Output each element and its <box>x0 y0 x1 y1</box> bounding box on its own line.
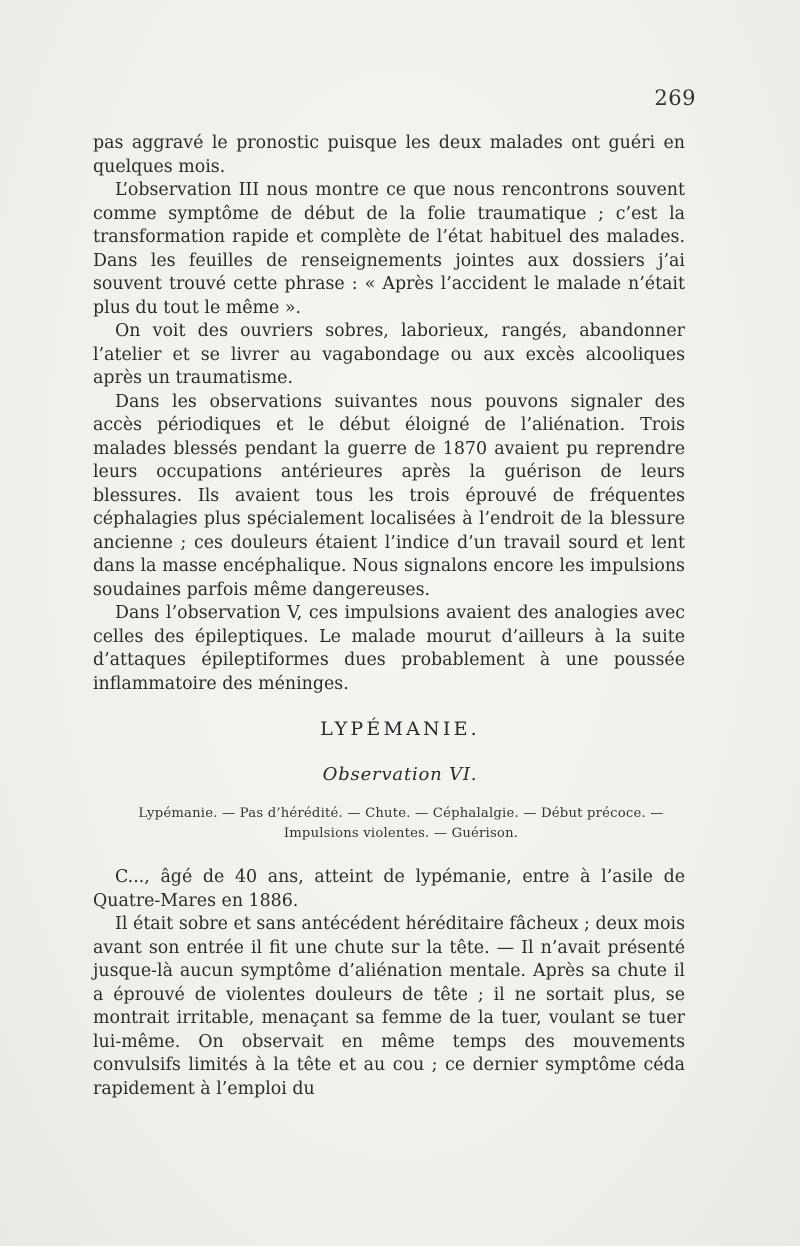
section-title: LYPÉMANIE. <box>320 718 480 740</box>
paragraph-observation-v: Dans l’observation V, ces impulsions avaient des analogies avec celles des épileptiques. Le malade mourut d’ailleurs à la suite d’attaques épileptiformes dues probablement à une poussée inflammatoire des méninges. <box>93 603 685 694</box>
observation-title: Observation VI. <box>322 764 478 785</box>
observation-summary <box>96 804 706 844</box>
summary-line-2: Impulsions violentes. — Guérison. <box>283 826 519 841</box>
paragraph-workers: On voit des ouvriers sobres, laborieux, rangés, abandonner l’atelier et se livrer au vagabondage ou aux excès alcooliques après un traumatisme. <box>93 321 685 388</box>
body-text-top <box>93 132 685 696</box>
paragraph-observation-iii: L’observation III nous montre ce que nous rencontrons souvent comme symptôme de début de la folie traumatique ; c’est la transformation rapide et complète de l’état habituel des malades. Dans les feuilles de renseignements jointes aux dossiers j’ai souvent trouvé cette phrase : « Après l’accident le malade n’était plus du tout le même ». <box>93 180 685 318</box>
paragraph-patient-intro: C..., âgé de 40 ans, atteint de lypémanie, entre à l’asile de Quatre-Mares en 1886. <box>93 867 685 911</box>
body-text-bottom <box>93 866 685 1101</box>
page-number: 269 <box>654 86 696 110</box>
paragraph-continuation: pas aggravé le pronostic puisque les deux malades ont guéri en quelques mois. <box>93 133 685 177</box>
paragraph-patient-history: Il était sobre et sans antécédent héréditaire fâcheux ; deux mois avant son entrée il fit une chute sur la tête. — Il n’avait présenté jusque-là aucun symptôme d’aliénation mentale. Après sa chute il a éprouvé de violentes douleurs de tête ; il ne sortait plus, se montrait irritable, menaçant sa femme de la tuer, voulant se tuer lui-même. On observait en même temps des mouvements convulsifs limités à la tête et au cou ; ce dernier symptôme céda rapidement à l’emploi du <box>93 914 685 1099</box>
summary-line-1: Lypémanie. — Pas d’hérédité. — Chute. — Céphalalgie. — Début précoce. — <box>138 806 664 821</box>
paragraph-periodic-access: Dans les observations suivantes nous pouvons signaler des accès périodiques et le début éloigné de l’aliénation. Trois malades blessés pendant la guerre de 1870 avaient pu reprendre leurs occupations antérieures après la guérison de leurs blessures. Ils avaient tous les trois éprouvé de fréquentes céphalagies plus spécialement localisées à l’endroit de la blessure ancienne ; ces douleurs étaient l’indice d’un travail sourd et lent dans la masse encéphalique. Nous signalons encore les impulsions soudaines parfois même dangereuses. <box>93 391 685 600</box>
